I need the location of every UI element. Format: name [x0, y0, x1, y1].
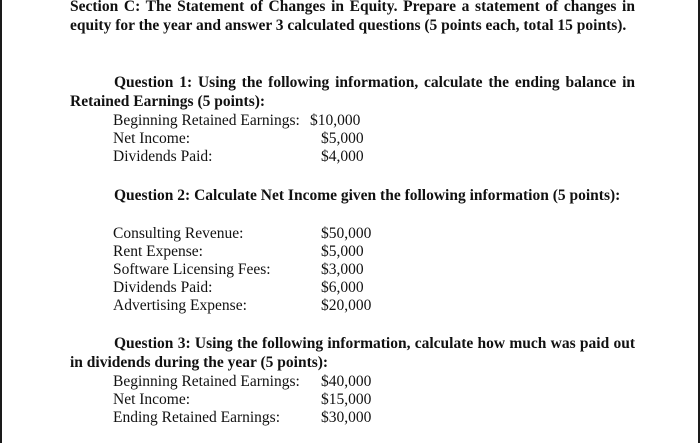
q2-row-label: Dividends Paid:	[113, 279, 213, 296]
section-c-intro: Section C: The Statement of Changes in Equity. Prepare a statement of changes in equity for the year and answer 3 calculated questions (5 points each, total 15 points).	[70, 0, 635, 34]
q2-row-value: $20,000	[321, 297, 372, 314]
q1-row-value: $10,000	[310, 112, 361, 129]
q1-row-label: Net Income:	[113, 130, 191, 147]
q3-row-label: Net Income:	[113, 391, 191, 408]
q1-row-label: Dividends Paid:	[113, 148, 213, 165]
q3-row-label: Beginning Retained Earnings:	[113, 373, 300, 390]
q1-row-label: Beginning Retained Earnings:	[113, 112, 300, 129]
q3-row-label: Ending Retained Earnings:	[113, 409, 281, 426]
question-1-heading: Question 1: Using the following information, calculate the ending balance in Retained Earnings (5 points):	[70, 74, 635, 110]
q2-row-value: $3,000	[321, 261, 364, 278]
q2-row-value: $5,000	[321, 243, 364, 260]
q2-row-label: Software Licensing Fees:	[113, 261, 271, 278]
q3-row-value: $30,000	[321, 409, 372, 426]
q2-row-value: $6,000	[321, 279, 364, 296]
question-3-heading: Question 3: Using the following information, calculate how much was paid out in dividends during the year (5 points):	[70, 335, 635, 371]
q2-row-label: Advertising Expense:	[113, 297, 247, 314]
q2-row-label: Rent Expense:	[113, 243, 203, 260]
question-2-heading: Question 2: Calculate Net Income given the following information (5 points):	[114, 187, 621, 204]
q3-row-value: $15,000	[321, 391, 372, 408]
q2-row-label: Consulting Revenue:	[113, 225, 244, 242]
q3-row-value: $40,000	[321, 373, 372, 390]
q1-row-value: $5,000	[321, 130, 364, 147]
q1-row-value: $4,000	[321, 148, 364, 165]
q2-row-value: $50,000	[321, 225, 372, 242]
